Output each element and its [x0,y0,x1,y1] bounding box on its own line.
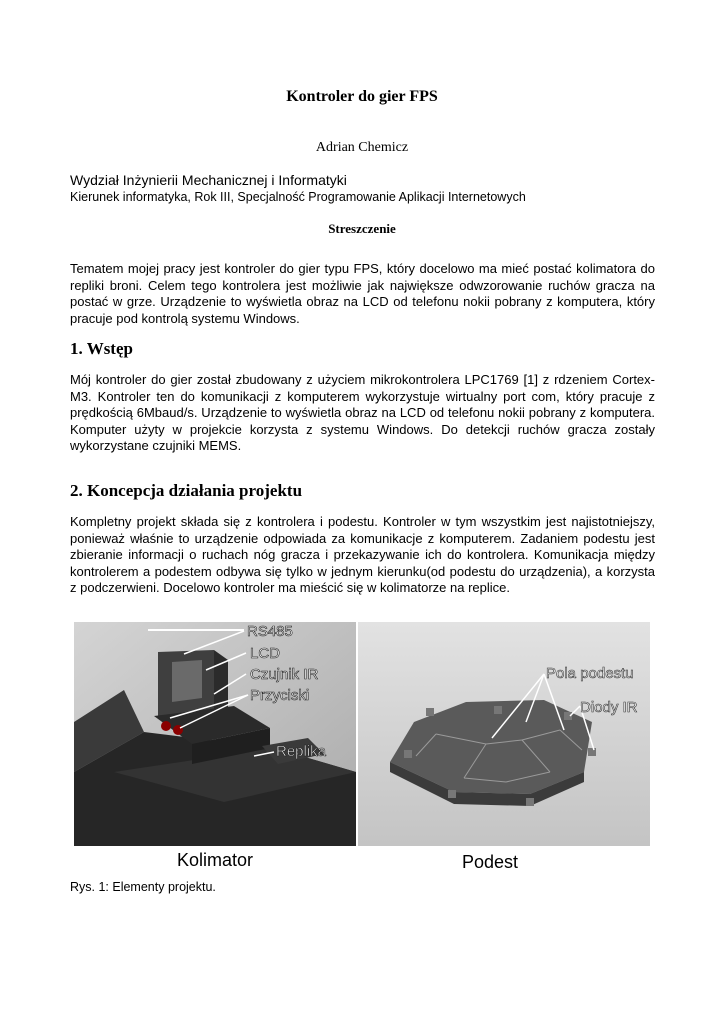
paper-title: Kontroler do gier FPS [286,88,438,105]
section-2-heading: 2. Koncepcja działania projektu [70,481,303,500]
label-rs485: RS485 [247,623,293,640]
kolimator-title: Kolimator [176,850,254,870]
label-przyciski: Przyciski [250,687,310,704]
label-pola-podestu: Pola podestu [546,665,634,682]
podest-render [358,622,650,846]
label-czujnik-ir: Czujnik IR [250,666,319,683]
section-1-text: Mój kontroler do gier został zbudowany z użyciem mikrokontrolera LPC1769 [1] z rdzeniem Cortex-M3. Kontroler ten do komunikacji z komputerem wykorzystuje wirtualny port com, który pracuje z prędkością 6Mbaud/s. Urządzenie to wyświetla obraz na LCD od telefonu nokii pobrany z komputera. Komputer użyty w projekcie korzysta z systemu Windows. Do detekcji ruchów gracza zostały wykorzystane czujniki MEMS. [70,372,655,453]
label-replika: Replika [276,743,327,760]
abstract-heading: Streszczenie [328,221,396,236]
author-name: Adrian Chemicz [315,140,409,155]
figure-caption: Rys. 1: Elementy projektu. [70,880,216,894]
figure-project-elements [74,622,650,876]
podest-title: Podest [461,852,519,872]
section-2-text: Kompletny projekt składa się z kontrolera i podestu. Kontroler w tym wszystkim jest najistotniejszy, ponieważ właśnie to urządzenie odpowiada za komunikacje z komputerem. Zadaniem podestu jest zbieranie informacji o ruchach nóg gracza i przekazywanie ich do kontrolera. Komunikacja między kontrolerem a podestem odbywa się tylko w jednym kierunku(od podestu do urządzenia), a korzysta z podczerwieni. Docelowo kontroler ma mieścić się w kolimatorze na replice. [70,514,655,595]
label-diody-ir: Diody IR [580,699,638,716]
kolimator-render [74,622,356,846]
affiliation-faculty: Wydział Inżynierii Mechanicznej i Informatyki [70,172,347,188]
section-1-heading: 1. Wstęp [70,339,133,358]
abstract-text: Tematem mojej pracy jest kontroler do gier typu FPS, który docelowo ma mieć postać kolimatora do repliki broni. Celem tego kontrolera jest możliwie jak największe odwzorowanie ruchów gracza na postać w grze. Urządzenie to wyświetla obraz na LCD od telefonu nokii pobrany z komputera, który pracuje pod kontrolą systemu Windows. [70,261,655,326]
affiliation-program: Kierunek informatyka, Rok III, Specjalność Programowanie Aplikacji Internetowych [70,190,526,204]
label-lcd: LCD [250,645,281,662]
